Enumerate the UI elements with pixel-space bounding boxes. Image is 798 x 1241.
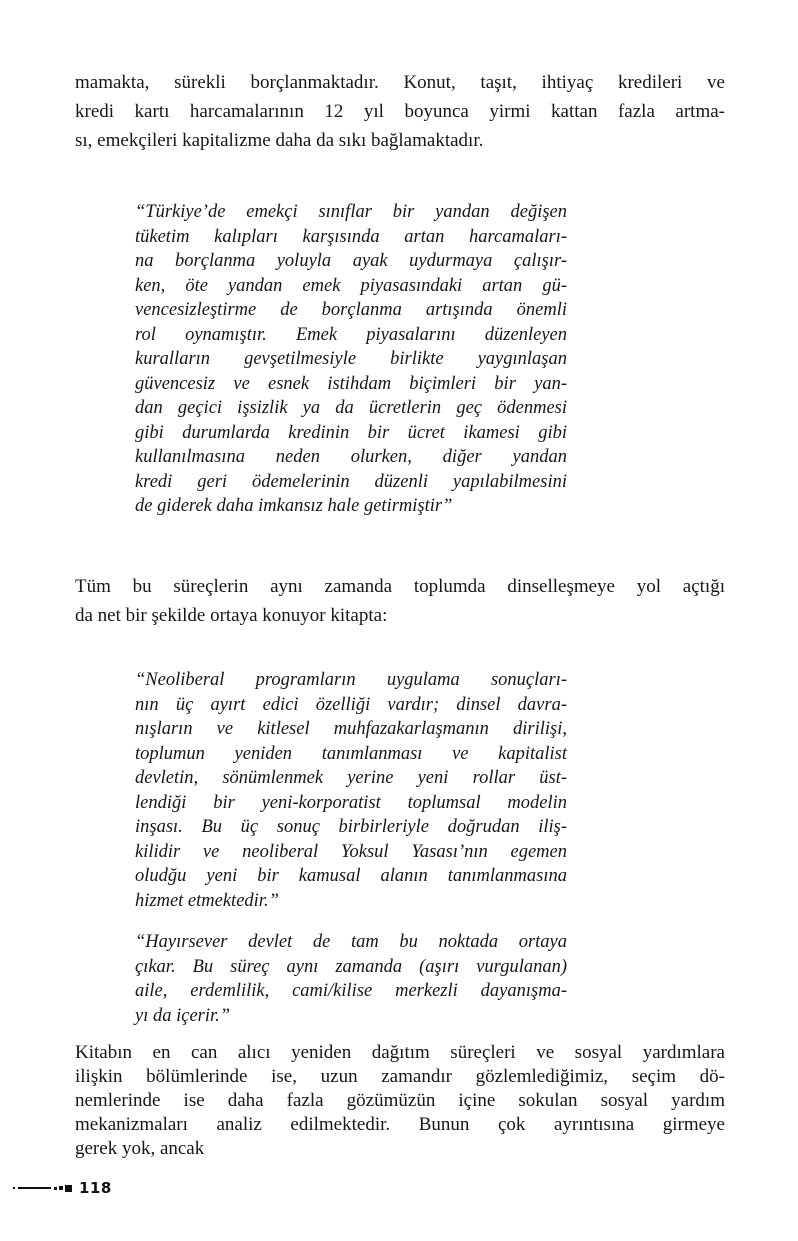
- text-line: toplumun yeniden tanımlanması ve kapitalist: [135, 743, 567, 764]
- block-quote-labor-debt: [135, 200, 567, 519]
- text-line: de giderek daha imkansız hale getirmiştir”: [135, 496, 453, 516]
- text-line: inşası. Bu üç sonuç birbirleriyle doğrudan iliş-: [135, 817, 567, 837]
- text-line: kredi kartı harcamalarının 12 yıl boyunca yirmi kattan fazla artma-: [75, 101, 725, 122]
- text-line: “Türkiye’de emekçi sınıflar bir yandan değişen: [135, 202, 567, 222]
- text-line: ken, öte yandan emek piyasasındaki artan gü-: [135, 275, 567, 296]
- text-line: ilişkin bölümlerinde ise, uzun zamandır gözlemlediğimiz, seçim dö-: [75, 1066, 725, 1087]
- text-line: gerek yok, ancak: [75, 1138, 205, 1159]
- footer-rule-ornament-icon: [18, 1187, 51, 1189]
- text-line: tüketim kalıpları karşısında artan harcamaları-: [135, 226, 567, 247]
- text-line: kilidir ve neoliberal Yoksul Yasası’nın egemen: [135, 841, 567, 862]
- text-line: mekanizmaları analiz edilmektedir. Bunun çok ayrıntısına girmeye: [75, 1114, 725, 1135]
- text-line: aile, erdemlilik, cami/kilise merkezli dayanışma-: [135, 981, 567, 1001]
- text-line: lendiği bir yeni-korporatist toplumsal modelin: [135, 792, 567, 813]
- text-line: hizmet etmektedir.”: [135, 890, 279, 911]
- text-line: Kitabın en can alıcı yeniden dağıtım süreçleri ve sosyal yardımlara: [75, 1042, 725, 1063]
- text-line: na borçlanma yoluyla ayak uydurmaya çalışır-: [135, 251, 567, 271]
- text-line: nemlerinde ise daha fazla gözümüzün içine sokulan sosyal yardım: [75, 1090, 725, 1111]
- footer-square-ornament-icon: [65, 1185, 72, 1192]
- footer-square-ornament-icon: [54, 1187, 57, 1190]
- text-line: devletin, sönümlenmek yerine yeni rollar üst-: [135, 768, 567, 788]
- text-line: kuralların gevşetilmesiyle birlikte yaygınlaşan: [135, 349, 567, 369]
- page-footer: [13, 1179, 112, 1197]
- text-line: “Neoliberal programların uygulama sonuçları-: [135, 670, 567, 690]
- text-line: yı da içerir.”: [135, 1005, 231, 1026]
- footer-dot-ornament-icon: [13, 1187, 15, 1189]
- paragraph-redistribution: [75, 1041, 725, 1161]
- text-line: rol oynamıştır. Emek piyasalarını düzenleyen: [135, 324, 567, 345]
- text-line: kullanılmasına neden olurken, diğer yandan: [135, 447, 567, 467]
- text-line: dan geçici işsizlik ya da ücretlerin geç ödenmesi: [135, 398, 567, 418]
- text-line: gibi durumlarda kredinin bir ücret ikamesi gibi: [135, 422, 567, 443]
- text-line: Tüm bu süreçlerin aynı zamanda toplumda dinselleşmeye yol açtığı: [75, 576, 725, 597]
- text-line: güvencesiz ve esnek istihdam biçimleri bir yan-: [135, 373, 567, 394]
- page-number: 118: [79, 1179, 112, 1197]
- paragraph-religion-intro: [75, 572, 725, 630]
- text-line: oludğu yeni bir kamusal alanın tanımlanmasına: [135, 866, 567, 886]
- footer-square-ornament-icon: [59, 1186, 63, 1190]
- text-line: “Hayırsever devlet de tam bu noktada ortaya: [135, 932, 567, 952]
- text-line: nışların ve kitlesel muhfazakarlaşmanın dirilişi,: [135, 719, 567, 739]
- block-quote-neoliberal: [135, 668, 567, 913]
- text-line: çıkar. Bu süreç aynı zamanda (aşırı vurgulanan): [135, 956, 567, 977]
- text-line: nın üç ayırt edici özelliği vardır; dinsel davra-: [135, 694, 567, 715]
- paragraph-intro: [75, 68, 725, 155]
- text-line: da net bir şekilde ortaya konuyor kitapta:: [75, 605, 388, 626]
- text-line: sı, emekçileri kapitalizme daha da sıkı bağlamaktadır.: [75, 130, 484, 151]
- text-line: vencesizleştirme de borçlanma artışında önemli: [135, 300, 567, 320]
- block-quote-charitable-state: [135, 930, 567, 1028]
- text-line: mamakta, sürekli borçlanmaktadır. Konut, taşıt, ihtiyaç kredileri ve: [75, 72, 725, 93]
- text-line: kredi geri ödemelerinin düzenli yapılabilmesini: [135, 471, 567, 492]
